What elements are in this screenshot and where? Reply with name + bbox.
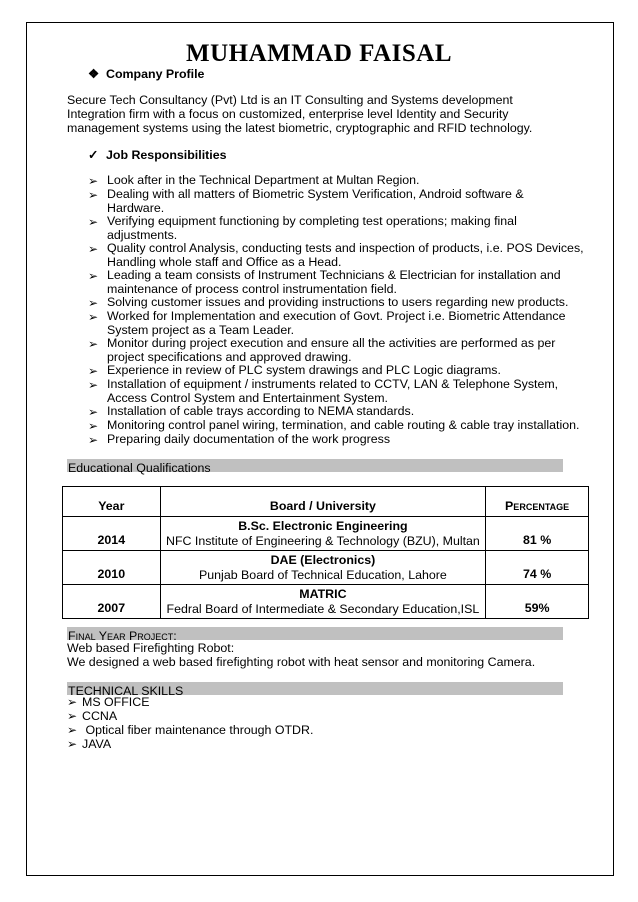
job-responsibility-line: Look after in the Technical Department at Multan Region. (107, 173, 420, 187)
row-year: 2014 (63, 517, 161, 551)
job-responsibility-line: Monitoring control panel wiring, termination, and cable routing & cable tray installation. (107, 418, 580, 432)
job-responsibility-line: Dealing with all matters of Biometric System Verification, Android software & (107, 187, 524, 201)
final-year-project-heading: Final Year Project: (68, 629, 177, 643)
skill-item: CCNA (82, 709, 118, 723)
job-responsibility-item (107, 405, 577, 419)
job-responsibility-item (107, 296, 577, 310)
job-responsibility-line: maintenance of process control instrumentation field. (107, 281, 397, 296)
table-row (63, 517, 589, 551)
job-responsibility-item (107, 215, 577, 242)
arrow-bullet-icon: ➢ (88, 310, 99, 324)
header-year: Year (63, 487, 161, 517)
candidate-name: MUHAMMAD FAISAL (185, 40, 453, 67)
job-responsibility-item (107, 188, 577, 215)
job-responsibility-item (107, 418, 580, 433)
job-responsibility-line: Worked for Implementation and execution of Govt. Project i.e. Biometric Attendance (107, 309, 566, 323)
job-responsibility-line: Handling whole staff and Office as a Head. (107, 254, 342, 269)
row-board (160, 551, 486, 585)
arrow-bullet-icon: ➢ (88, 188, 99, 202)
company-profile-heading: ❖ Company Profile (88, 67, 205, 81)
arrow-bullet-icon: ➢ (67, 737, 78, 751)
job-responsibility-item (107, 310, 577, 337)
education-heading: Educational Qualifications (68, 461, 211, 475)
arrow-bullet-icon: ➢ (88, 242, 99, 256)
job-responsibility-item (107, 241, 584, 269)
job-responsibility-line: Installation of equipment / instruments related to CCTV, LAN & Telephone System, (107, 377, 559, 391)
job-responsibility-line: Leading a team consists of Instrument Technicians & Electrician for installation and (107, 268, 561, 282)
row-percentage: 81 % (486, 517, 589, 551)
project-description: We designed a web based firefighting robot with heat sensor and monitoring Camera. (67, 655, 536, 669)
row-institute: Punjab Board of Technical Education, Lahore (199, 567, 447, 582)
arrow-bullet-icon: ➢ (88, 419, 99, 433)
table-header-row (63, 487, 589, 517)
header-percentage: Percentage (486, 487, 589, 517)
row-degree: DAE (Electronics) (270, 552, 376, 567)
checkmark-icon: ✓ (88, 148, 99, 162)
arrow-bullet-icon: ➢ (88, 269, 99, 283)
arrow-bullet-icon: ➢ (88, 405, 99, 419)
table-row (63, 551, 589, 585)
education-table (62, 486, 589, 619)
job-responsibility-line: Preparing daily documentation of the work progress (107, 432, 391, 446)
job-responsibility-item (107, 364, 577, 378)
job-responsibility-line: adjustments. (107, 227, 178, 242)
job-responsibility-item (107, 174, 577, 188)
skill-item: JAVA (82, 737, 112, 751)
header-board: Board / University (160, 487, 486, 517)
technical-skills-heading-bar (67, 682, 563, 698)
table-row (63, 585, 589, 619)
skill-item: Optical fiber maintenance through OTDR. (82, 723, 314, 737)
job-responsibility-line: project specifications and approved drawing. (107, 349, 352, 364)
job-responsibility-line: System project as a Team Leader. (107, 322, 295, 337)
arrow-bullet-icon: ➢ (88, 337, 99, 351)
job-responsibility-line: Solving customer issues and providing instructions to users regarding new products. (107, 295, 569, 309)
final-year-project-heading-bar (67, 627, 563, 643)
row-degree: B.Sc. Electronic Engineering (238, 518, 408, 533)
row-board (160, 517, 486, 551)
arrow-bullet-icon: ➢ (88, 433, 99, 447)
job-responsibility-line: Quality control Analysis, conducting tests and inspection of products, i.e. POS Devices, (107, 241, 584, 255)
arrow-bullet-icon: ➢ (67, 695, 78, 709)
row-degree: MATRIC (299, 586, 347, 601)
row-year: 2010 (63, 551, 161, 585)
arrow-bullet-icon: ➢ (67, 723, 78, 737)
technical-skills-heading: TECHNICAL SKILLS (68, 684, 184, 698)
row-institute: NFC Institute of Engineering & Technology (BZU), Multan (166, 533, 480, 548)
arrow-bullet-icon: ➢ (88, 215, 99, 229)
arrow-bullet-icon: ➢ (67, 709, 78, 723)
job-responsibility-item (107, 337, 577, 364)
row-year: 2007 (63, 585, 161, 619)
education-heading-bar (67, 459, 563, 475)
job-responsibility-line: Access Control System and Entertainment System. (107, 390, 388, 405)
company-profile-line: Secure Tech Consultancy (Pvt) Ltd is an IT Consulting and Systems development (67, 93, 513, 107)
job-responsibility-item (107, 433, 577, 447)
arrow-bullet-icon: ➢ (88, 364, 99, 378)
job-responsibilities-heading: ✓ Job Responsibilities (88, 148, 227, 162)
row-institute: Fedral Board of Intermediate & Secondary Education,ISL (166, 601, 480, 616)
row-board (160, 585, 486, 619)
company-profile-line: Integration firm with a focus on customized, enterprise level Identity and Security (67, 107, 509, 121)
arrow-bullet-icon: ➢ (88, 296, 99, 310)
job-responsibility-line: Monitor during project execution and ensure all the activities are performed as per (107, 336, 556, 350)
job-responsibility-line: Experience in review of PLC system drawings and PLC Logic diagrams. (107, 363, 501, 377)
job-responsibility-item (107, 269, 577, 296)
project-title: Web based Firefighting Robot: (67, 641, 235, 655)
job-responsibility-line: Hardware. (107, 200, 165, 215)
diamond-bullet-icon: ❖ (88, 67, 100, 81)
row-percentage: 74 % (486, 551, 589, 585)
skill-item: MS OFFICE (82, 695, 150, 709)
job-responsibility-line: Installation of cable trays according to NEMA standards. (107, 404, 415, 418)
arrow-bullet-icon: ➢ (88, 174, 99, 188)
arrow-bullet-icon: ➢ (88, 378, 99, 392)
job-responsibility-item (107, 378, 577, 405)
job-responsibility-line: Verifying equipment functioning by completing test operations; making final (107, 214, 517, 228)
company-profile-line: management systems using the latest biometric, cryptographic and RFID technology. (67, 121, 533, 135)
row-percentage: 59% (486, 585, 589, 619)
